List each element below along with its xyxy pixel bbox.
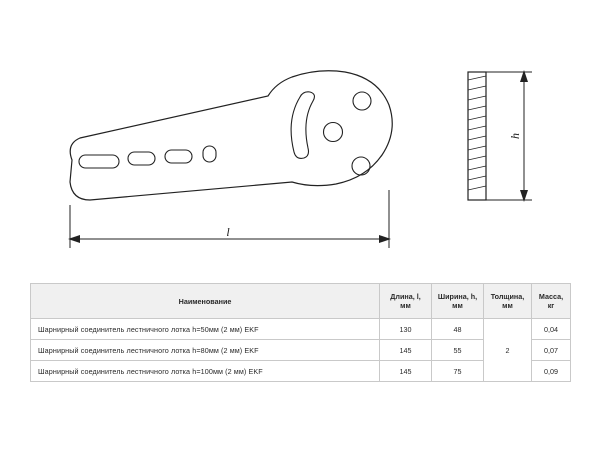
table-row	[31, 319, 571, 340]
cell-length: 130	[380, 319, 432, 340]
cell-name: Шарнирный соединитель лестничного лотка h=100мм (2 мм) EKF	[31, 361, 380, 382]
column-header-length-line2: мм	[400, 301, 411, 310]
cell-mass: 0,04	[532, 319, 571, 340]
cell-thickness: 2	[484, 319, 532, 382]
column-header-width-line1: Ширина, h,	[437, 292, 478, 301]
specification-table	[30, 283, 571, 382]
column-header-name	[31, 284, 380, 319]
table-header-row	[31, 284, 571, 319]
hinged-bracket-front-view	[70, 71, 392, 200]
column-header-thickness-line2: мм	[502, 301, 513, 310]
column-header-mass-line2: кг	[547, 301, 555, 310]
column-header-name-text: Наименование	[178, 296, 232, 306]
hinged-bracket-side-view	[468, 72, 486, 200]
cell-width: 75	[432, 361, 484, 382]
cell-width: 48	[432, 319, 484, 340]
cell-name: Шарнирный соединитель лестничного лотка h=80мм (2 мм) EKF	[31, 340, 380, 361]
column-header-thickness	[484, 284, 532, 319]
column-header-width	[432, 284, 484, 319]
cell-mass: 0,09	[532, 361, 571, 382]
length-dimension	[68, 190, 391, 248]
cell-mass: 0,07	[532, 340, 571, 361]
height-dimension-label: h	[508, 133, 522, 139]
column-header-width-line2: мм	[452, 301, 463, 310]
column-header-length-line1: Длина, l,	[390, 292, 421, 301]
arc-slot	[291, 92, 314, 159]
mounting-slots	[79, 146, 216, 168]
cell-name: Шарнирный соединитель лестничного лотка h=50мм (2 мм) EKF	[31, 319, 380, 340]
cell-width: 55	[432, 340, 484, 361]
bolt-holes	[324, 92, 372, 175]
table-body	[31, 319, 571, 382]
length-dimension-label: l	[226, 225, 230, 239]
column-header-mass	[532, 284, 571, 319]
column-header-length	[380, 284, 432, 319]
column-header-mass-line1: Масса,	[538, 292, 564, 301]
table-header	[31, 284, 571, 319]
cell-length: 145	[380, 361, 432, 382]
cell-length: 145	[380, 340, 432, 361]
column-header-thickness-line1: Толщина,	[490, 292, 525, 301]
